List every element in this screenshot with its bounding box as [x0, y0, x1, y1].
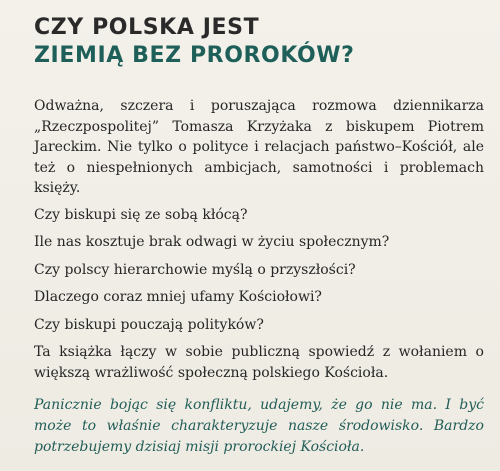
question-1: Czy biskupi się ze sobą kłócą?	[34, 206, 248, 223]
quote-paragraph: Panicznie bojąc się konfliktu, udajemy, że go nie ma. I być może to właśnie charakteryzuje nasze środowisko. Bardzo potrzebujemy dzisiaj misji prorockiej Kościoła.	[34, 397, 484, 455]
question-4: Dlaczego coraz mniej ufamy Kościołowi?	[34, 289, 322, 305]
summary-paragraph: Ta książka łączy w sobie publiczną spowiedź z wołaniem o większą wrażliwość społeczną polskiego Kościoła.	[34, 344, 484, 381]
question-5: Czy biskupi pouczają polityków?	[34, 316, 264, 333]
question-3: Czy polscy hierarchowie myślą o przyszłości?	[34, 261, 356, 278]
blurb	[34, 96, 484, 383]
cover-title	[34, 14, 355, 70]
description-paragraph: Odważna, szczera i poruszająca rozmowa dziennikarza „Rzeczpospolitej” Tomasza Krzyżaka z biskupem Piotrem Jareckim. Nie tylko o polityce i relacjach państwo–Kościół, ale też o niespełnionych ambicjach, samotności i problemach księży.	[34, 98, 484, 196]
question-2: Ile nas kosztuje brak odwagi w życiu społecznym?	[34, 234, 390, 250]
title-line-1: CZY POLSKA JEST	[34, 15, 260, 40]
title-line-2: ZIEMIĄ BEZ PROROKÓW?	[34, 43, 355, 68]
